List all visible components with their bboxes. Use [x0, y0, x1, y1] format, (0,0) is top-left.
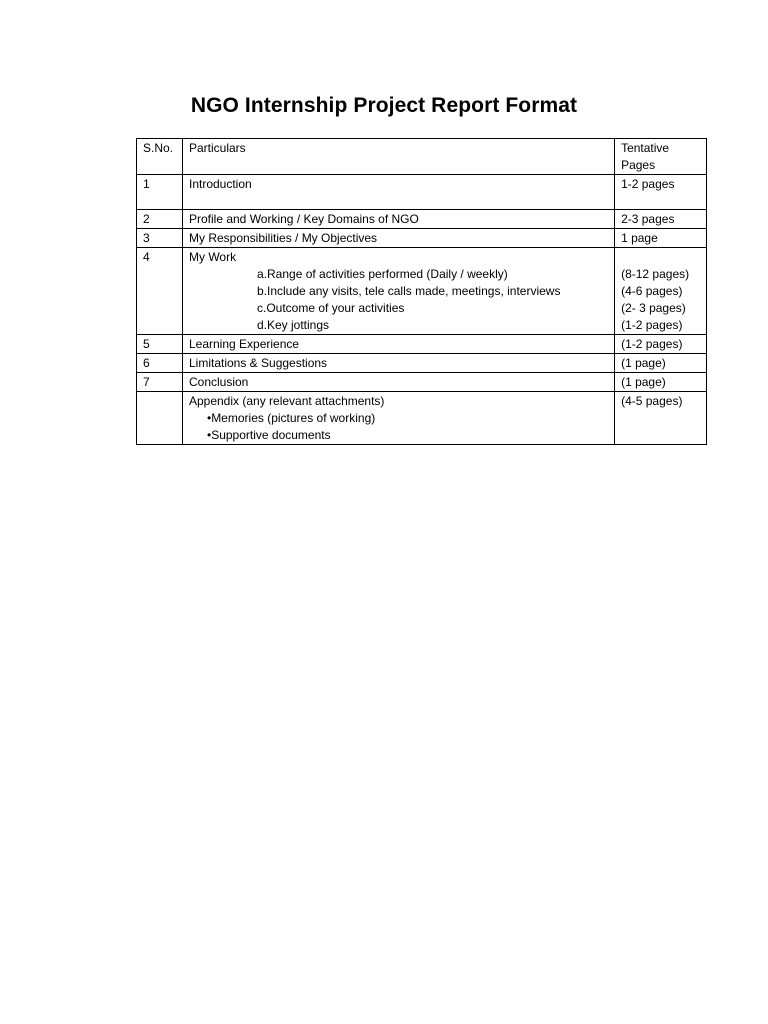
list-item: [189, 266, 608, 283]
row-particulars: My Responsibilities / My Objectives: [182, 229, 614, 248]
bullet-icon: •: [206, 428, 212, 442]
row-particulars: Conclusion: [182, 373, 614, 392]
row-pages: 1 page: [615, 229, 707, 248]
list-item: [189, 410, 608, 427]
list-label: b.: [256, 284, 267, 298]
row-sno: 7: [137, 373, 183, 392]
row-particulars: Learning Experience: [182, 335, 614, 354]
row-particulars: Introduction: [182, 175, 614, 210]
list-item: [189, 317, 608, 334]
row-particulars: [182, 248, 614, 335]
row-pages-blank: [621, 249, 700, 266]
row-particulars: Limitations & Suggestions: [182, 354, 614, 373]
subitem-pages: (2- 3 pages): [621, 301, 686, 315]
table-header-row: [137, 139, 707, 175]
subitem-pages: (1-2 pages): [621, 318, 683, 332]
row-sno: 5: [137, 335, 183, 354]
list-item: [189, 283, 608, 300]
list-text: Memories (pictures of working): [211, 411, 376, 425]
header-particulars: Particulars: [182, 139, 614, 175]
row-sno: [137, 392, 183, 445]
row-pages: (1-2 pages): [615, 335, 707, 354]
list-label: a.: [256, 267, 267, 281]
header-pages-line1: Tentative: [621, 141, 670, 155]
row-sno: 6: [137, 354, 183, 373]
table-row: [137, 229, 707, 248]
row-pages: (1 page): [615, 354, 707, 373]
table-row: [137, 210, 707, 229]
row-sno: 2: [137, 210, 183, 229]
table-row: [137, 373, 707, 392]
my-work-heading: My Work: [188, 250, 237, 264]
header-sno: S.No.: [137, 139, 183, 175]
row-sno: 1: [137, 175, 183, 210]
bullet-icon: •: [206, 411, 212, 425]
report-format-table: [136, 138, 707, 445]
table-row: [137, 175, 707, 210]
list-text: Include any visits, tele calls made, meetings, interviews: [267, 284, 561, 298]
list-text: Outcome of your activities: [266, 301, 405, 315]
list-text: Key jottings: [267, 318, 330, 332]
row-pages: 1-2 pages: [615, 175, 707, 210]
list-label: d.: [256, 318, 267, 332]
row-pages: (4-5 pages): [615, 392, 707, 445]
row-sno: 3: [137, 229, 183, 248]
subitem-pages: (4-6 pages): [621, 284, 683, 298]
table-row: [137, 392, 707, 445]
table-row: [137, 354, 707, 373]
table-row: [137, 335, 707, 354]
row-sno: 4: [137, 248, 183, 335]
appendix-heading: Appendix (any relevant attachments): [188, 394, 385, 408]
table-row: [137, 248, 707, 335]
header-pages-line2: Pages: [621, 158, 656, 172]
row-pages: [615, 248, 707, 335]
header-pages: [615, 139, 707, 175]
row-pages: 2-3 pages: [615, 210, 707, 229]
subitem-pages: (8-12 pages): [621, 267, 690, 281]
row-pages: (1 page): [615, 373, 707, 392]
page-title: NGO Internship Project Report Format: [190, 94, 578, 117]
list-text: Range of activities performed (Daily / weekly): [267, 267, 508, 281]
list-text: Supportive documents: [211, 428, 331, 442]
list-item: [189, 427, 608, 444]
row-particulars: Profile and Working / Key Domains of NGO: [182, 210, 614, 229]
list-label: c.: [256, 301, 267, 315]
list-item: [189, 300, 608, 317]
row-particulars: [182, 392, 614, 445]
